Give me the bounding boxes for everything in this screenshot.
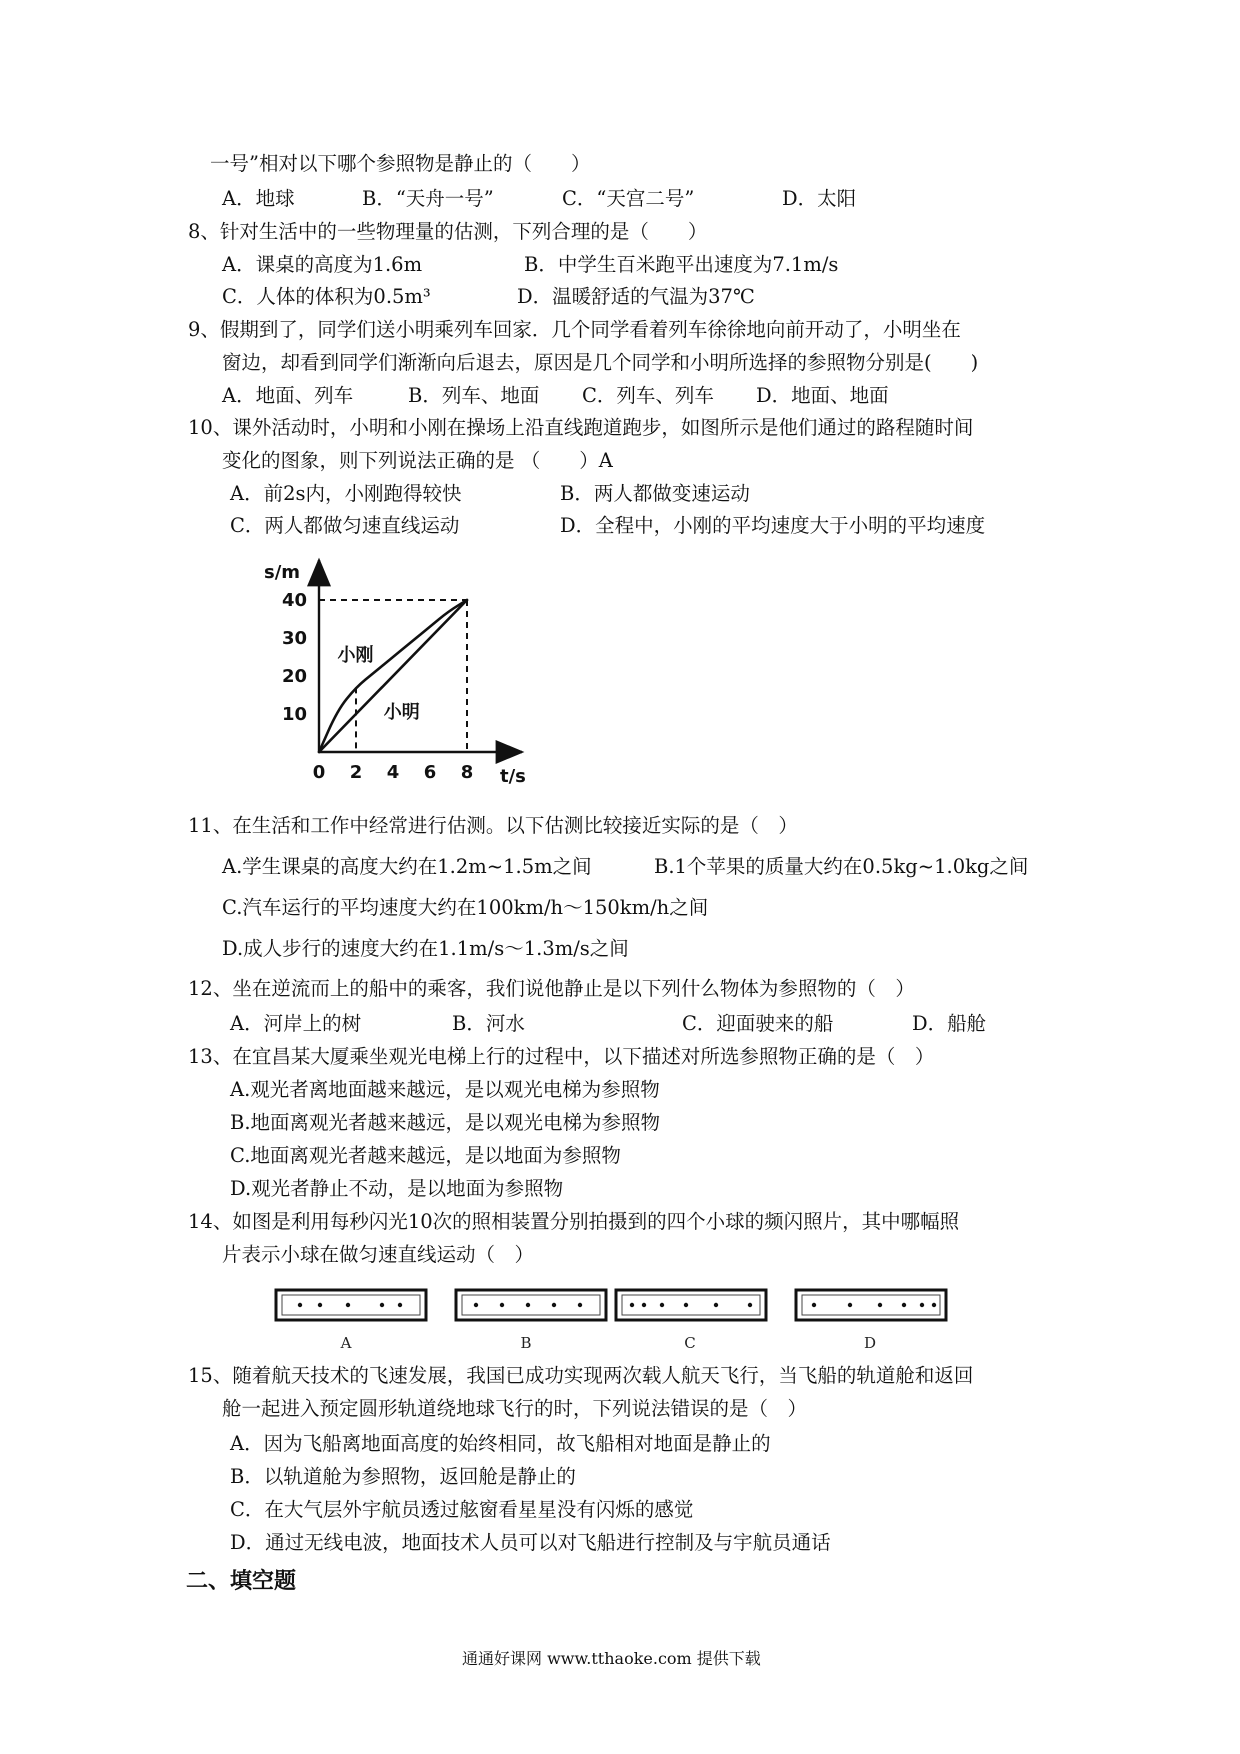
- q9-stem: 9、假期到了，同学们送小明乘列车回家．几个同学看着列车徐徐地向前开动了，小明坐在: [188, 318, 961, 341]
- q7-stem-cont: 一号”相对以下哪个参照物是静止的（ ）: [210, 152, 591, 175]
- q10-option-c: C．两人都做匀速直线运动: [230, 514, 460, 537]
- photo-label-a: A: [340, 1334, 352, 1352]
- q10-stem: 10、课外活动时，小明和小刚在操场上沿直线跑道跑步，如图所示是他们通过的路程随时间: [188, 416, 974, 439]
- q7-option-d: D．太阳: [782, 187, 857, 210]
- page-footer: 通通好课网 www.tthaoke.com 提供下载: [462, 1649, 761, 1668]
- q11-option-a: A.学生课桌的高度大约在1.2m~1.5m之间: [222, 855, 592, 878]
- series-lines: [319, 600, 467, 752]
- y-tick-label-0: 10: [281, 704, 307, 725]
- photo-label-c: C: [684, 1334, 696, 1352]
- q13-option-d: D.观光者静止不动，是以地面为参照物: [230, 1177, 564, 1200]
- q9-stem-cont: 窗边，却看到同学们渐渐向后退去，原因是几个同学和小明所选择的参照物分别是( ): [222, 351, 979, 374]
- y-tick-label-3: 40: [281, 590, 307, 611]
- y-tick-label-2: 30: [281, 628, 307, 649]
- x-tick-label-4: 8: [460, 762, 474, 783]
- q7-option-a: A．地球: [222, 187, 295, 210]
- q13-option-a: A.观光者离地面越来越远，是以观光电梯为参照物: [230, 1078, 660, 1101]
- q12-option-a: A．河岸上的树: [230, 1012, 362, 1035]
- photo-c: [616, 1290, 766, 1352]
- series-label-1: 小明: [383, 702, 420, 723]
- q15-stem-cont: 舱一起进入预定圆形轨道绕地球飞行的时，下列说法错误的是（ ）: [222, 1397, 808, 1420]
- x-axis-label: t/s: [500, 766, 526, 787]
- q10-option-b: B．两人都做变速运动: [560, 482, 750, 505]
- q8-stem: 8、针对生活中的一些物理量的估测，下列合理的是（ ）: [188, 220, 708, 243]
- q8-option-c: C．人体的体积为0.5m³: [222, 285, 431, 308]
- strobe-photos: [270, 1282, 960, 1354]
- q10-stem-cont: 变化的图象，则下列说法正确的是 （ ）A: [222, 449, 613, 472]
- q12-stem: 12、坐在逆流而上的船中的乘客，我们说他静止是以下列什么物体为参照物的（ ）: [188, 977, 915, 1000]
- y-axis-label: s/m: [264, 562, 301, 583]
- q8-option-d: D．温暖舒适的气温为37℃: [517, 285, 755, 308]
- q15-option-d: D．通过无线电波，地面技术人员可以对飞船进行控制及与宇航员通话: [230, 1531, 831, 1554]
- q12-option-c: C．迎面驶来的船: [682, 1012, 834, 1035]
- q12-option-b: B．河水: [452, 1012, 525, 1035]
- q13-stem: 13、在宜昌某大厦乘坐观光电梯上行的过程中，以下描述对所选参照物正确的是（ ）: [188, 1045, 935, 1068]
- x-tick-label-3: 6: [423, 762, 437, 783]
- q15-option-b: B．以轨道舱为参照物，返回舱是静止的: [230, 1465, 576, 1488]
- series-label-0: 小刚: [337, 645, 374, 666]
- y-tick-label-1: 20: [281, 666, 307, 687]
- photo-b: [456, 1290, 606, 1352]
- q15-option-c: C．在大气层外宇航员透过舷窗看星星没有闪烁的感觉: [230, 1498, 694, 1521]
- q15-stem: 15、随着航天技术的飞速发展，我国已成功实现两次载人航天飞行，当飞船的轨道舱和返回: [188, 1364, 974, 1387]
- photo-label-b: B: [520, 1334, 532, 1352]
- tick-labels: [282, 590, 473, 783]
- q11-stem: 11、在生活和工作中经常进行估测。以下估测比较接近实际的是（ ）: [188, 814, 798, 837]
- q14-stem-cont: 片表示小球在做匀速直线运动（ ）: [222, 1243, 535, 1266]
- q13-option-c: C.地面离观光者越来越远，是以地面为参照物: [230, 1144, 621, 1167]
- x-tick-label-2: 4: [386, 762, 400, 783]
- q8-option-a: A．课桌的高度为1.6m: [222, 253, 423, 276]
- q11-option-c: C.汽车运行的平均速度大约在100km/h～150km/h之间: [222, 896, 709, 919]
- q8-option-b: B．中学生百米跑平出速度为7.1m/s: [524, 253, 839, 276]
- photo-a: [276, 1290, 426, 1352]
- q9-option-a: A．地面、列车: [222, 384, 354, 407]
- q10-option-d: D．全程中，小刚的平均速度大于小明的平均速度: [560, 514, 986, 537]
- q12-option-d: D．船舱: [912, 1012, 987, 1035]
- q10-option-a: A．前2s内，小刚跑得较快: [230, 482, 462, 505]
- x-tick-label-1: 2: [349, 762, 363, 783]
- q11-option-b: B.1个苹果的质量大约在0.5kg~1.0kg之间: [654, 855, 1029, 878]
- q7-option-b: B．“天舟一号”: [362, 187, 494, 210]
- x-tick-label-0: 0: [312, 762, 326, 783]
- q9-option-d: D．地面、地面: [756, 384, 889, 407]
- q13-option-b: B.地面离观光者越来越远，是以观光电梯为参照物: [230, 1111, 661, 1134]
- series-line-1: [319, 600, 467, 752]
- q14-stem: 14、如图是利用每秒闪光10次的照相装置分别拍摄到的四个小球的频闪照片，其中哪幅照: [188, 1210, 960, 1233]
- q9-option-c: C．列车、列车: [582, 384, 714, 407]
- section-heading: 二、填空题: [186, 1569, 297, 1594]
- q7-option-c: C．“天宫二号”: [562, 187, 695, 210]
- q9-option-b: B．列车、地面: [408, 384, 540, 407]
- series-labels: [338, 644, 420, 723]
- q11-option-d: D.成人步行的速度大约在1.1m/s～1.3m/s之间: [222, 937, 629, 960]
- photo-label-d: D: [863, 1334, 877, 1352]
- photo-d: [796, 1290, 946, 1352]
- st-graph: [250, 548, 550, 792]
- q15-option-a: A．因为飞船离地面高度的始终相同，故飞船相对地面是静止的: [230, 1432, 771, 1455]
